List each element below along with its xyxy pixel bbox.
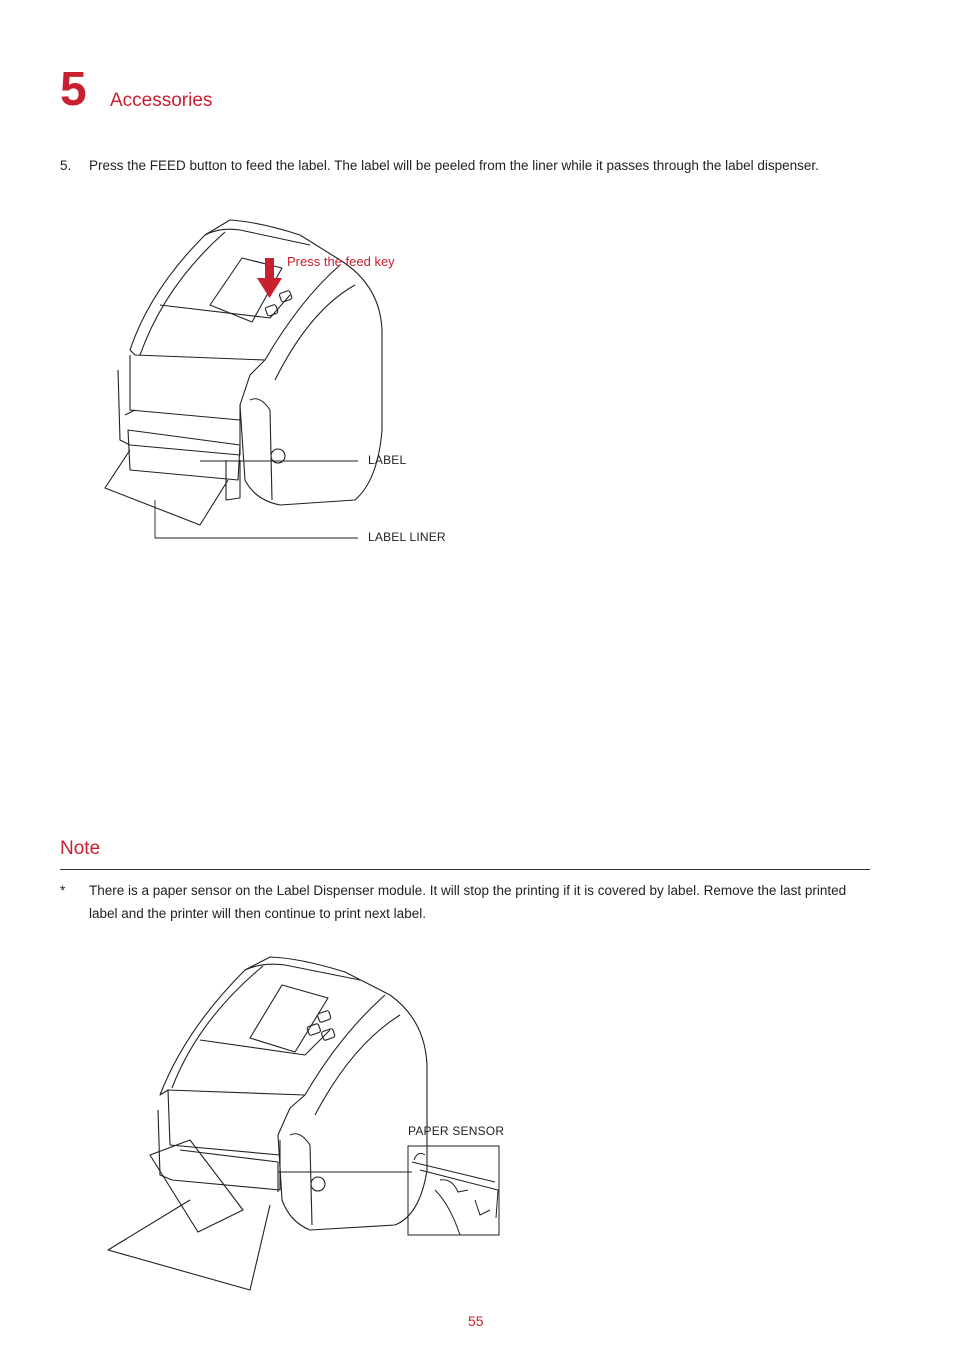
page-number: 55	[468, 1313, 484, 1329]
press-feed-callout: Press the feed key	[287, 254, 395, 269]
note-bullet: *	[60, 883, 66, 898]
label-callout: LABEL	[368, 453, 407, 467]
step-number: 5.	[60, 158, 72, 173]
step-text: Press the FEED button to feed the label. The label will be peeled from the liner while it passes through the label dispenser.	[89, 158, 819, 173]
chapter-title: Accessories	[110, 90, 213, 111]
label-liner-callout: LABEL LINER	[368, 530, 446, 544]
paper-sensor-callout: PAPER SENSOR	[408, 1124, 505, 1138]
note-text: There is a paper sensor on the Label Dispenser module. It will stop the printing if it is covered by label. Remove the last printed label and the printer will then continue to print next label.	[89, 883, 847, 921]
note-title: Note	[60, 838, 101, 859]
chapter-number: 5	[60, 63, 87, 116]
